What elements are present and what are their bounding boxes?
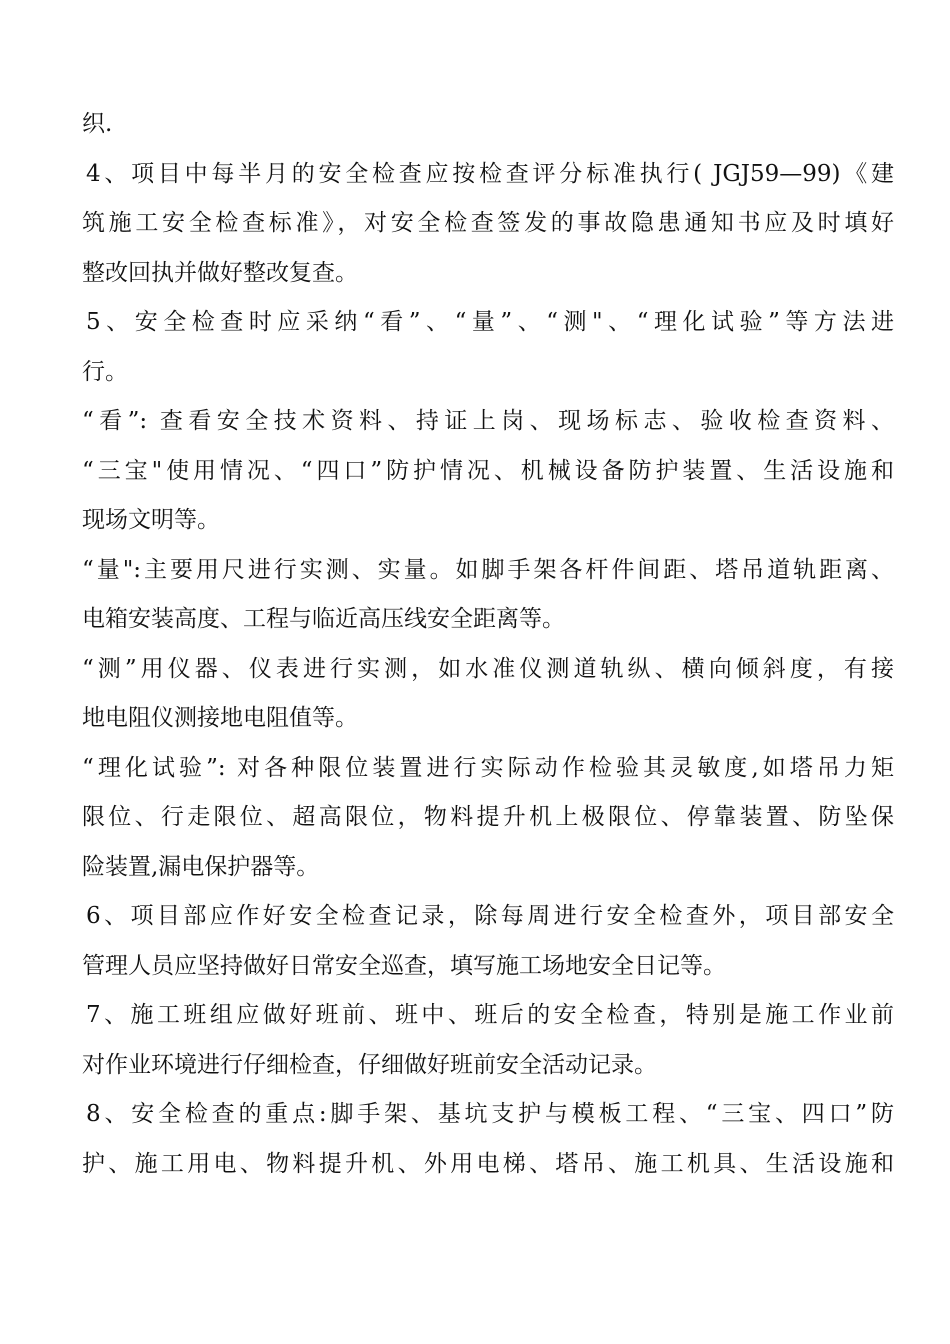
text-line: 电箱安装高度、工程与临近高压线安全距离等。 xyxy=(82,606,565,632)
text-line: 7、施工班组应做好班前、班中、班后的安全检查，特别是施工作业前 xyxy=(86,1002,894,1028)
text-line: 行。 xyxy=(82,358,128,385)
text-line: 管理人员应坚持做好日常安全巡查，填写施工场地安全日记等。 xyxy=(82,952,726,979)
text-line: “测”用仪器、仪表进行实测，如水准仪测道轨纵、横向倾斜度，有接 xyxy=(82,655,894,682)
text-line: “量":主要用尺进行实测、实量。如脚手架各杆件间距、塔吊道轨距离、 xyxy=(82,556,894,583)
text-line: 对作业环境进行仔细检查，仔细做好班前安全活动记录。 xyxy=(82,1051,657,1078)
text-line: 6、项目部应作好安全检查记录，除每周进行安全检查外，项目部安全 xyxy=(86,903,894,929)
text-line: 筑施工安全检查标准》，对安全检查签发的事故隐患通知书应及时填好 xyxy=(82,210,894,236)
text-line: “三宝"使用情况、“四口”防护情况、机械设备防护装置、生活设施和 xyxy=(82,457,894,484)
text-line: 4、项目中每半月的安全检查应按检查评分标准执行( JGJ59—99)《建 xyxy=(86,160,894,187)
text-line: 整改回执并做好整改复查。 xyxy=(82,259,358,286)
text-line: 8、安全检查的重点:脚手架、基坑支护与模板工程、“三宝、四口”防 xyxy=(86,1101,894,1127)
text-line: 地电阻仪测接地电阻值等。 xyxy=(82,705,358,731)
text-line: 现场文明等。 xyxy=(82,507,220,533)
text-line: 限位、行走限位、超高限位，物料提升机上极限位、停靠装置、防坠保 xyxy=(82,804,894,830)
text-line: 险装置,漏电保护器等。 xyxy=(82,853,320,880)
text-line: “看”: 查看安全技术资料、持证上岗、现场标志、验收检查资料、 xyxy=(82,408,894,434)
document-body xyxy=(82,100,894,1189)
text-line: 织. xyxy=(82,111,113,137)
text-line: “理化试验”: 对各种限位装置进行实际动作检验其灵敏度,如塔吊力矩 xyxy=(82,754,894,781)
text-line: 5、安全检查时应采纳“看”、“量”、“测"、“理化试验”等方法进 xyxy=(86,309,894,335)
text-line: 护、施工用电、物料提升机、外用电梯、塔吊、施工机具、生活设施和 xyxy=(82,1150,894,1177)
